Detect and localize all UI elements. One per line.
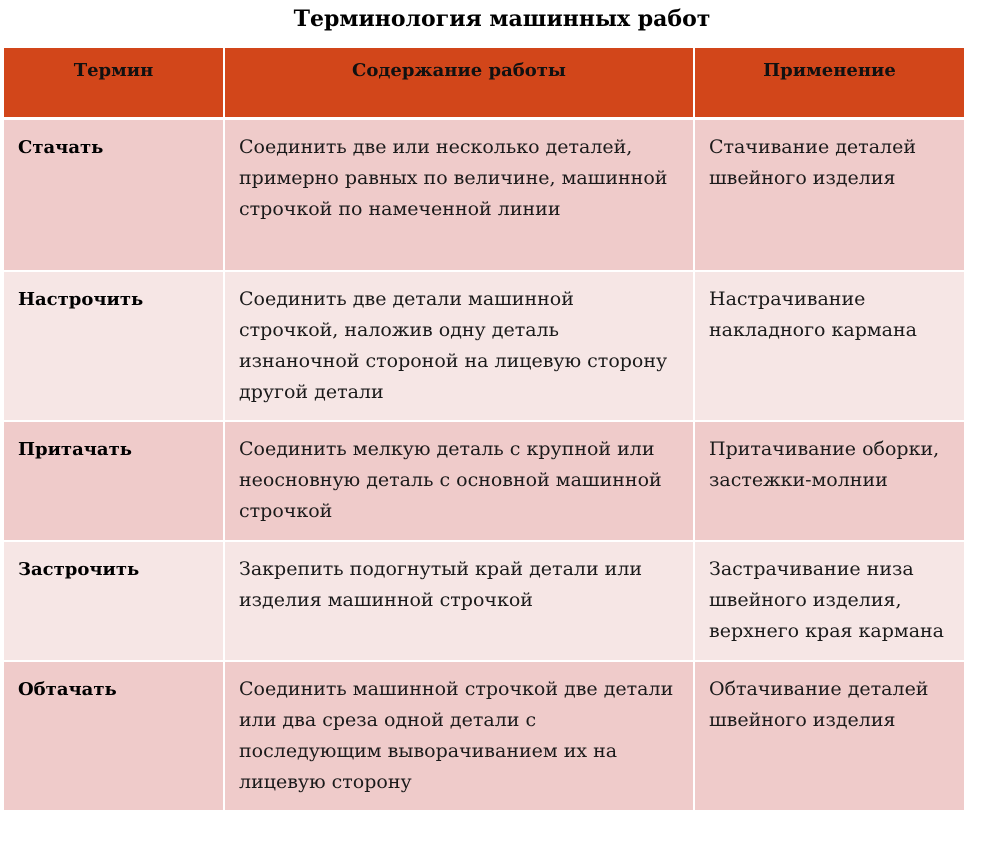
table-row bbox=[3, 541, 965, 661]
header-content: Содержание работы bbox=[224, 48, 694, 118]
term-cell: Стачать bbox=[3, 118, 224, 271]
usage-cell: Застрачивание низа швейного изделия, верхнего края кармана bbox=[694, 541, 965, 661]
content-cell: Соединить две детали машинной строчкой, наложив одну деталь изнаночной стороной на лицевую сторону другой детали bbox=[224, 271, 694, 421]
table-row bbox=[3, 271, 965, 421]
header-term: Термин bbox=[3, 48, 224, 118]
usage-cell: Обтачивание деталей швейного изделия bbox=[694, 661, 965, 811]
header-usage: Применение bbox=[694, 48, 965, 118]
terminology-table bbox=[2, 48, 966, 812]
content-cell: Соединить машинной строчкой две детали или два среза одной детали с последующим выворачиванием их на лицевую сторону bbox=[224, 661, 694, 811]
content-cell: Закрепить подогнутый край детали или изделия машинной строчкой bbox=[224, 541, 694, 661]
usage-cell: Притачивание оборки, застежки-молнии bbox=[694, 421, 965, 541]
term-cell: Застрочить bbox=[3, 541, 224, 661]
table-row bbox=[3, 421, 965, 541]
table-row bbox=[3, 661, 965, 811]
table-header-row bbox=[3, 48, 965, 118]
term-cell: Обтачать bbox=[3, 661, 224, 811]
content-cell: Соединить две или несколько деталей, примерно равных по величине, машинной строчкой по намеченной линии bbox=[224, 118, 694, 271]
term-cell: Притачать bbox=[3, 421, 224, 541]
page-title: Терминология машинных работ bbox=[293, 6, 711, 32]
usage-cell: Настрачивание накладного кармана bbox=[694, 271, 965, 421]
usage-cell: Стачивание деталей швейного изделия bbox=[694, 118, 965, 271]
content-cell: Соединить мелкую деталь с крупной или неосновную деталь с основной машинной строчкой bbox=[224, 421, 694, 541]
table-row bbox=[3, 118, 965, 271]
term-cell: Настрочить bbox=[3, 271, 224, 421]
